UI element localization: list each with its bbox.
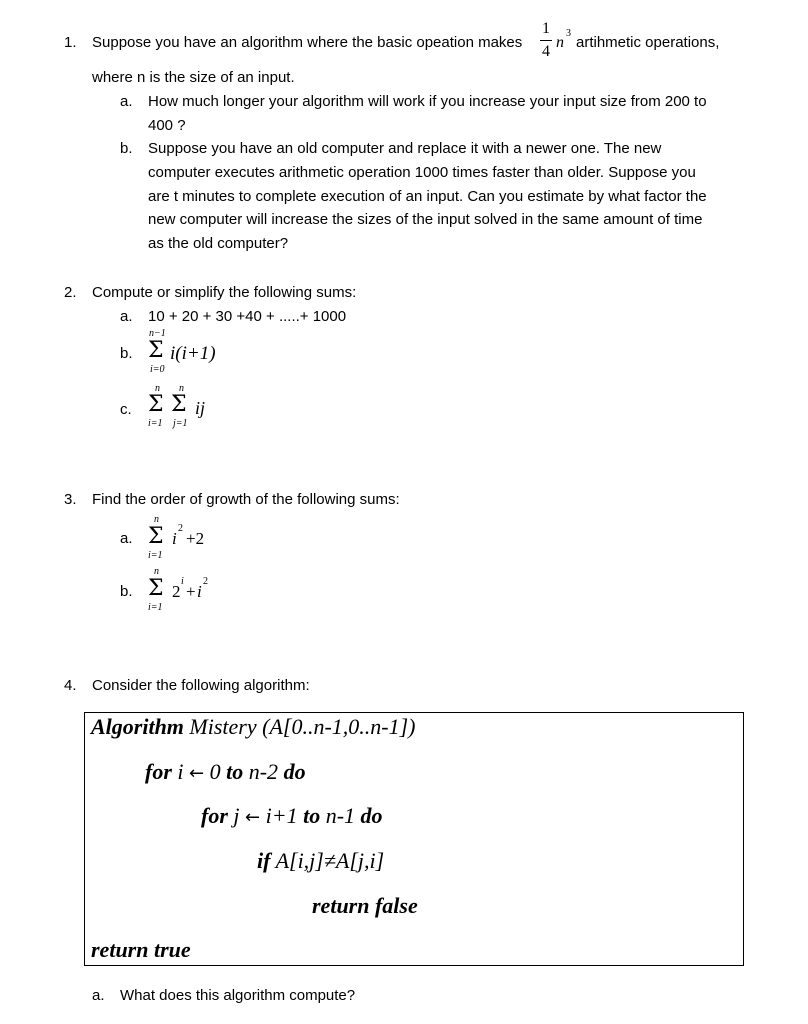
q3b-sum-lower: i=1 xyxy=(148,602,163,613)
q1-fraction-denominator: 4 xyxy=(542,43,550,60)
q1b-label: b. xyxy=(120,140,133,157)
q3a-sum-lower: i=1 xyxy=(148,550,163,561)
q4a-label: a. xyxy=(92,987,105,1004)
assign-arrow-icon: ← xyxy=(245,807,261,828)
q1b-line: as the old computer? xyxy=(148,235,289,252)
q1b-line: computer executes arithmetic operation 1000 times faster than older. Suppose you xyxy=(148,164,696,181)
q3b-label: b. xyxy=(120,583,133,600)
q1a-line: 400 ? xyxy=(148,117,186,134)
inner-loop-variable: j xyxy=(233,803,240,828)
inner-loop-line xyxy=(201,805,383,827)
q1b-line: new computer will increase the sizes of the input solved in the same amount of time xyxy=(148,211,703,228)
q1a-line: How much longer your algorithm will work if you increase your input size from 200 to xyxy=(148,93,707,110)
q3b-base-2: i xyxy=(197,582,202,601)
inner-loop-start: i+1 xyxy=(265,803,298,828)
outer-loop-end: n-2 xyxy=(248,759,279,784)
q1-variable: n xyxy=(556,34,564,51)
q3a-label: a. xyxy=(120,530,133,547)
outer-loop-start: 0 xyxy=(209,759,221,784)
algorithm-box xyxy=(84,712,744,966)
if-line xyxy=(257,850,384,872)
q3b-exponent-1: i xyxy=(181,576,184,587)
q2a-text: 10 + 20 + 30 +40 + .....+ 1000 xyxy=(148,308,347,325)
algorithm-signature: Mistery (A[0..n-1,0..n-1]) xyxy=(189,714,416,739)
return-true: return true xyxy=(91,937,191,962)
q1b-line: are t minutes to complete execution of an input. Can you estimate by what factor the xyxy=(148,188,707,205)
q3b-plus: + xyxy=(186,582,196,601)
q2c-label: c. xyxy=(120,401,132,418)
outer-loop-line xyxy=(145,761,306,783)
q2c-sum-upper-2: n xyxy=(179,383,184,394)
q3b-base-1: 2 xyxy=(172,582,181,601)
return-true-line xyxy=(91,939,191,961)
assign-arrow-icon: ← xyxy=(189,763,205,784)
q2-text: Compute or simplify the following sums: xyxy=(92,284,357,301)
algorithm-keyword: Algorithm xyxy=(91,714,184,739)
to-keyword: to xyxy=(226,759,244,784)
to-keyword: to xyxy=(303,803,321,828)
q1a-label: a. xyxy=(120,93,133,110)
inner-loop-end: n-1 xyxy=(325,803,356,828)
algorithm-header xyxy=(91,716,416,738)
if-keyword: if xyxy=(257,848,271,873)
q4-text: Consider the following algorithm: xyxy=(92,677,310,694)
q2c-sum-lower-1: i=1 xyxy=(148,418,163,429)
if-condition: A[i,j]≠A[j,i] xyxy=(275,848,385,873)
q3-text: Find the order of growth of the following sums: xyxy=(92,491,400,508)
return-false-line xyxy=(312,895,418,917)
for-keyword: for xyxy=(201,803,228,828)
sigma-icon: Σ xyxy=(148,338,164,363)
q2-number: 2. xyxy=(64,284,77,301)
sigma-icon: Σ xyxy=(148,392,164,417)
q1-text-before: Suppose you have an algorithm where the basic opeation makes xyxy=(92,34,523,51)
for-keyword: for xyxy=(145,759,172,784)
q1-fraction-numerator: 1 xyxy=(542,20,550,37)
q3b-sum-upper: n xyxy=(154,566,159,577)
q2b-sum-upper: n−1 xyxy=(149,328,166,339)
q1-fraction-bar xyxy=(540,40,552,41)
q3-number: 3. xyxy=(64,491,77,508)
q2c-expression: ij xyxy=(195,398,206,418)
q2c-sum-lower-2: j=1 xyxy=(173,418,188,429)
q3a-base: i xyxy=(172,529,177,548)
q2b-label: b. xyxy=(120,345,133,362)
q2b-sum-lower: i=0 xyxy=(150,364,165,375)
q1-number: 1. xyxy=(64,34,77,51)
q1-exponent: 3 xyxy=(566,28,571,39)
q4a-text: What does this algorithm compute? xyxy=(120,987,356,1004)
q3a-sum-upper: n xyxy=(154,514,159,525)
outer-loop-variable: i xyxy=(177,759,184,784)
q3a-exponent: 2 xyxy=(178,523,183,534)
sigma-icon: Σ xyxy=(148,576,164,601)
q3a-tail: +2 xyxy=(186,529,205,548)
q1-text-after: artihmetic operations, xyxy=(576,34,720,51)
do-keyword: do xyxy=(360,803,383,828)
q3b-exponent-2: 2 xyxy=(203,576,208,587)
q1-line2: where n is the size of an input. xyxy=(92,69,295,86)
q2c-sum-upper-1: n xyxy=(155,383,160,394)
q1b-line: Suppose you have an old computer and replace it with a newer one. The new xyxy=(148,140,662,157)
do-keyword: do xyxy=(283,759,306,784)
sigma-icon: Σ xyxy=(171,392,187,417)
sigma-icon: Σ xyxy=(148,524,164,549)
q4-number: 4. xyxy=(64,677,77,694)
return-false: return false xyxy=(312,893,418,918)
q2b-expression: i(i+1) xyxy=(170,343,216,364)
q2a-label: a. xyxy=(120,308,133,325)
